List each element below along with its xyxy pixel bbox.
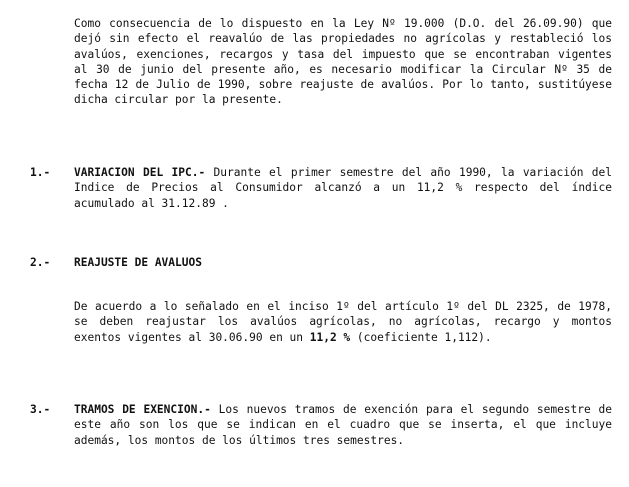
section-3-paragraph xyxy=(74,402,612,448)
section-3-body: Los nuevos tramos de exención para el segundo semestre de este año son los que se indican en el cuadro que se inserta, el que incluye además, los montos de los últimos tres semestres. xyxy=(74,403,613,447)
section-3-heading: TRAMOS DE EXENCION.- xyxy=(74,403,211,416)
section-2-percentage: 11,2 % xyxy=(309,330,351,344)
section-3-number: 3.- xyxy=(30,403,51,416)
section-2-body-start: De acuerdo a lo señalado en el inciso 1º del artículo 1º del DL 2325, de 1978, se deben reajustar los avalúos agrícolas, no agrícolas, recargo y montos exentos vigentes al 30.06.90 en un xyxy=(74,300,612,344)
section-2-body-end: (coeficiente 1,112). xyxy=(350,330,492,344)
section-1-body: Durante el primer semestre del año 1990, la variación del Indice de Precios al Consumidor alcanzó a un 11,2 % respecto del índice acumulado al 31.12.89 . xyxy=(74,166,612,210)
section-2-number: 2.- xyxy=(30,256,51,269)
section-1-number: 1.- xyxy=(30,166,51,179)
section-2-heading: REAJUSTE DE AVALUOS xyxy=(74,256,202,269)
section-1-heading: VARIACION DEL IPC.- xyxy=(74,166,206,179)
section-2-paragraph xyxy=(74,299,612,345)
section-1-paragraph xyxy=(74,165,612,211)
intro-paragraph: Como consecuencia de lo dispuesto en la Ley Nº 19.000 (D.O. del 26.09.90) que dejó sin efecto el reavalúo de las propiedades no agrícolas y restableció los avalúos, exenciones, recargos y tasa del impuesto que se encontraban vigentes al 30 de junio del presente año, es necesario modificar la Circular Nº 35 de fecha 12 de Julio de 1990, sobre reajuste de avalúos. Por lo tanto, sustitúyese dicha circular por la presente. xyxy=(74,17,612,107)
